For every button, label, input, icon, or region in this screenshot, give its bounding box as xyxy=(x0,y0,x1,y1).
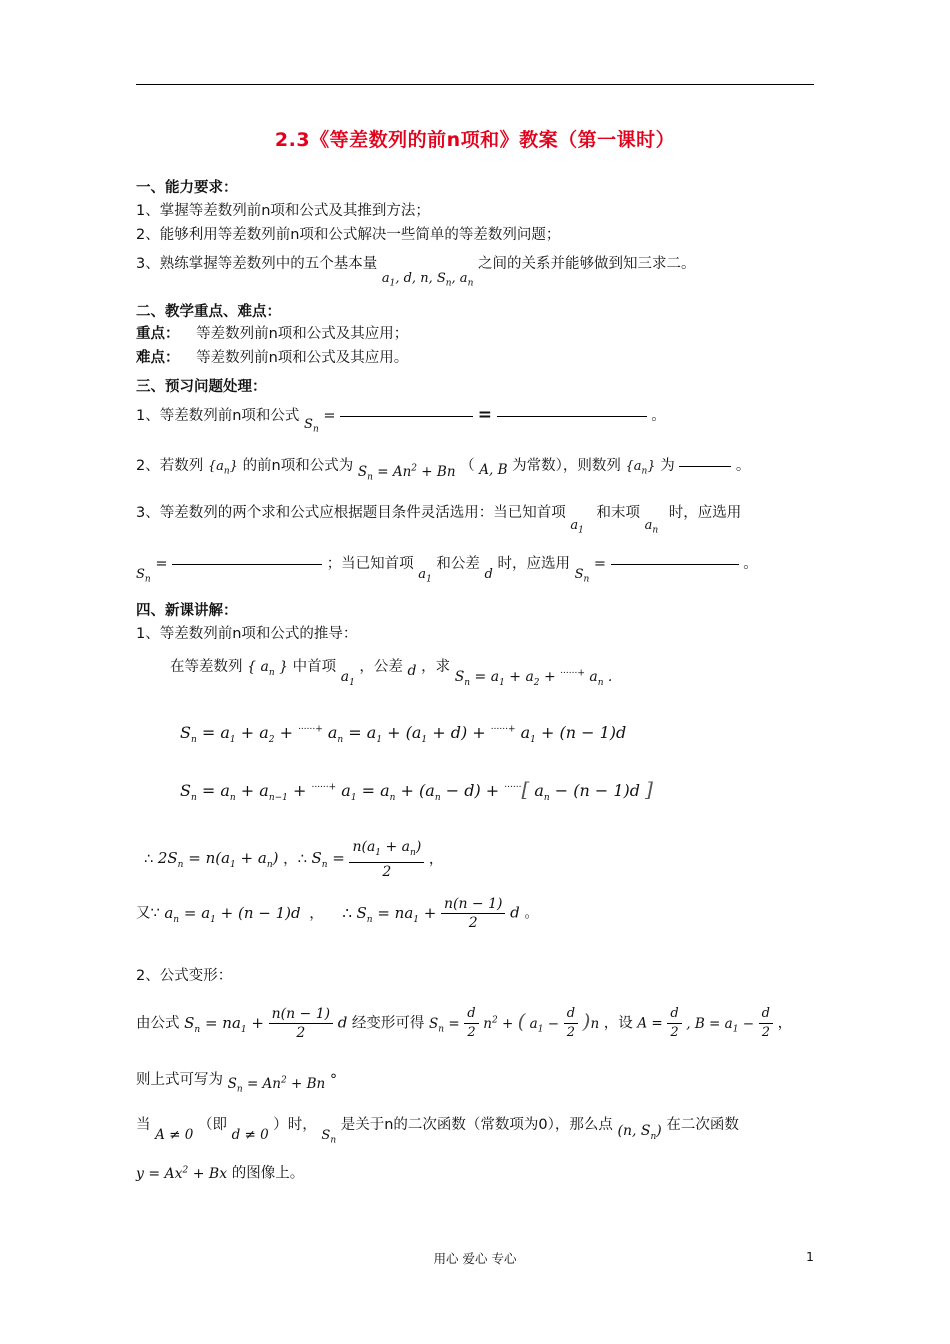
question-text: 1、等差数列前n项和公式 xyxy=(136,408,300,424)
text: 中首项 xyxy=(292,659,337,675)
question-3 xyxy=(136,503,741,541)
because-text: 又∵ xyxy=(136,905,160,922)
therefore-symbol: ∴ xyxy=(342,903,352,922)
page-number: 1 xyxy=(806,1249,814,1264)
formula-five-quantities: $a_1$, d, n, $S_n$, $a_n$ xyxy=(381,271,474,289)
formula-an: $a_n$ xyxy=(644,518,659,536)
formula: A ≠ 0 xyxy=(155,1127,194,1143)
punctuation: 。 xyxy=(743,556,758,572)
fraction: $\frac{n(a_1 + a_n)}{2}$ xyxy=(349,838,424,881)
punctuation: 。 xyxy=(524,905,539,922)
formula: d xyxy=(337,1013,348,1032)
formula-a1: $a_1$ xyxy=(340,669,355,688)
condition-line xyxy=(136,1115,739,1151)
formula: $a_n = a_1 + (n - 1)d$ xyxy=(164,903,301,925)
fraction: $\frac{n(n - 1)}{2}$ xyxy=(441,895,506,932)
formula-sum-definition: $S_n = a_1 + a_2 + ^{\cdot\cdot\cdot\cdot\cdot\cdot+}$ $a_n$ . xyxy=(454,668,613,688)
answer-blank xyxy=(679,466,731,467)
text: ）时， xyxy=(273,1117,317,1133)
question-1 xyxy=(136,405,666,440)
text: 当 xyxy=(136,1117,151,1133)
formula: $S_n = a_n + a_{n-1} + ^{\cdot\cdot\cdot\cdot\cdot\cdot+}$ $a_1 = a_n + (a_n - d) + ^{\cdot\cdot\cdot\cdot\cdot\cdot}$[ $a_n - (n - 1)d$ ] xyxy=(180,777,653,804)
key-label: 重点： xyxy=(136,326,180,342)
answer-blank xyxy=(611,564,739,565)
page-title: 2.3《等差数列的前n项和》教案（第一课时） xyxy=(274,129,676,151)
text: 在等差数列 xyxy=(170,659,243,675)
equation-forward-sum xyxy=(180,720,626,751)
formula-a1: $a_1$ xyxy=(570,518,584,536)
formula: $S_n$ = xyxy=(429,1015,460,1035)
formula-point: (n, $S_n$) xyxy=(617,1123,662,1142)
formula-sn: $S_n$ xyxy=(321,1128,337,1146)
formula-d: d xyxy=(407,663,417,679)
subsection-2: 2、公式变形： xyxy=(136,968,233,984)
text: 是关于n的二次函数（常数项为0），那么点 xyxy=(340,1117,613,1133)
footer-motto: 用心 爱心 专心 xyxy=(433,1251,517,1266)
hard-text: 等差数列前n项和公式及其应用。 xyxy=(196,350,409,366)
section-heading-2: 二、教学重点、难点： xyxy=(136,304,281,320)
answer-blank xyxy=(497,416,647,417)
equals-sign: = xyxy=(593,556,607,572)
formula: d xyxy=(510,903,520,922)
equals-sign-bold: = xyxy=(477,405,492,425)
text: ，设 xyxy=(603,1015,633,1032)
section-heading-3: 三、预习问题处理： xyxy=(136,379,267,395)
question-text: 的前n项和公式为 xyxy=(242,458,354,474)
equals-sign: = xyxy=(323,408,336,424)
text: （即 xyxy=(197,1117,227,1133)
fraction: $\frac{n(n - 1)}{2}$ xyxy=(269,1005,334,1042)
key-point-line xyxy=(136,324,408,344)
equals-sign: = xyxy=(155,556,168,572)
hard-point-line xyxy=(136,348,408,368)
formula-ab: A, B xyxy=(479,462,508,478)
section-heading-1: 一、能力要求： xyxy=(136,180,238,196)
formula: A = xyxy=(637,1015,663,1032)
punctuation: 。 xyxy=(651,408,666,424)
punctuation: 。 xyxy=(735,458,751,474)
therefore-symbol: ∴ xyxy=(144,851,154,868)
subsection-1: 1、等差数列前n项和公式的推导： xyxy=(136,626,358,642)
equation-alt-form: 又∵ $a_n = a_1 + (n - 1)d$ ， ∴ $S_n = na_1$ + $\frac{n(n - 1)}{2}$ d 。 xyxy=(136,896,539,931)
list-item-tail: 之间的关系并能够做到知三求二。 xyxy=(477,256,696,272)
formula-sn: $S_n$ xyxy=(574,567,590,585)
formula: $S_n = An^2 + Bn$ xyxy=(227,1075,326,1095)
formula-transform-line: 由公式 $S_n = na_1$ + $\frac{n(n - 1)}{2}$ d 经变形可得 $S_n$ = $\frac{d}{2}$ $n^2$ + ( $a_1$ − $\frac{d}{2}$ )n ，设 A = $\frac{d}{2}$ , $B = a_1$ − $\frac{d}{2}$ ， xyxy=(136,1006,793,1041)
formula: )n xyxy=(582,1008,600,1033)
question-text: 和公差 xyxy=(436,556,480,572)
formula: $S_n = na_1$ + xyxy=(184,1013,264,1035)
derivation-intro xyxy=(170,657,612,693)
fraction: $\frac{d}{2}$ xyxy=(564,1005,578,1042)
formula-sn: $S_n$ xyxy=(304,417,319,435)
section-heading-4: 四、新课讲解： xyxy=(136,603,238,619)
formula: $S_n = a_1 + a_2 + ^{\cdot\cdot\cdot\cdot\cdot\cdot+}$ $a_n = a_1 + (a_1 + d) + ^{\cdot\cdot\cdot\cdot\cdot\cdot+}$ $a_1 + (n - 1)d$ xyxy=(180,723,627,746)
list-item: 2、能够利用等差数列前n项和公式解决一些简单的等差数列问题； xyxy=(136,227,561,243)
text: 的图像上。 xyxy=(231,1165,305,1182)
formula-sequence-an: { $a_n$ } xyxy=(247,659,288,678)
formula: d ≠ 0 xyxy=(231,1127,269,1143)
quadratic-form-line: 则上式可写为 $S_n = An^2 + Bn$ ° xyxy=(136,1072,338,1095)
question-text: 3、等差数列的两个求和公式应根据题目条件灵活选用：当已知首项 xyxy=(136,505,566,521)
question-3-cont xyxy=(136,554,758,590)
formula-sequence-an: $\{a_n\}$ xyxy=(207,459,238,477)
graph-line xyxy=(136,1160,304,1184)
formula-d: d xyxy=(484,567,493,582)
question-text: 2、若数列 xyxy=(136,458,204,474)
list-item-text: 3、熟练掌握等差数列中的五个基本量 xyxy=(136,256,378,272)
equation-sum-result: ∴ $2S_n = n(a_1 + a_n)$ ，∴ $S_n$ = $\frac{n(a_1 + a_n)}{2}$ ， xyxy=(144,839,444,880)
key-text: 等差数列前n项和公式及其应用； xyxy=(196,326,409,342)
formula-sequence-an: $\{a_n\}$ xyxy=(625,459,656,477)
question-text: （ xyxy=(460,458,475,474)
text: 经变形可得 xyxy=(351,1015,425,1032)
fraction: $\frac{d}{2}$ xyxy=(667,1005,681,1042)
formula: $S_n$ = xyxy=(311,849,345,871)
question-text: 时，应选用 xyxy=(668,505,742,521)
therefore-symbol: ，∴ xyxy=(283,851,307,868)
hard-label: 难点： xyxy=(136,350,180,366)
list-item-3 xyxy=(136,254,695,294)
formula: $n^2$ + ( $a_1$ − xyxy=(483,1008,560,1035)
question-2 xyxy=(136,456,750,488)
formula-sn-quadratic: $S_n = An^2 + Bn$ xyxy=(357,463,456,483)
question-text: 为常数），则数列 xyxy=(512,458,621,474)
formula: $y = Ax^2 + Bx$ xyxy=(136,1165,228,1182)
answer-blank xyxy=(340,416,473,417)
text: ，求 xyxy=(421,659,451,675)
answer-blank xyxy=(172,564,322,565)
equation-backward-sum xyxy=(180,778,653,809)
header-rule xyxy=(136,84,814,85)
text: 在二次函数 xyxy=(666,1117,739,1133)
fraction: $\frac{d}{2}$ xyxy=(759,1005,773,1042)
question-text: 和末项 xyxy=(596,505,640,521)
formula: , $B = a_1$ − xyxy=(686,1015,755,1035)
text: 由公式 xyxy=(136,1015,180,1032)
fraction: $\frac{d}{2}$ xyxy=(464,1005,478,1042)
formula-sn: $S_n$ xyxy=(136,567,151,585)
text: ，公差 xyxy=(359,659,403,675)
question-text: ；当已知首项 xyxy=(326,556,414,572)
formula-a1: $a_1$ xyxy=(418,567,432,585)
formula: $S_n = na_1$ + xyxy=(356,903,437,925)
list-item: 1、掌握等差数列前n项和公式及其推到方法； xyxy=(136,203,430,219)
question-text: 时，应选用 xyxy=(497,556,570,572)
question-text: 为 xyxy=(660,458,675,474)
text: 则上式可写为 xyxy=(136,1072,223,1088)
formula: $2S_n = n(a_1 + a_n)$ xyxy=(157,849,279,871)
